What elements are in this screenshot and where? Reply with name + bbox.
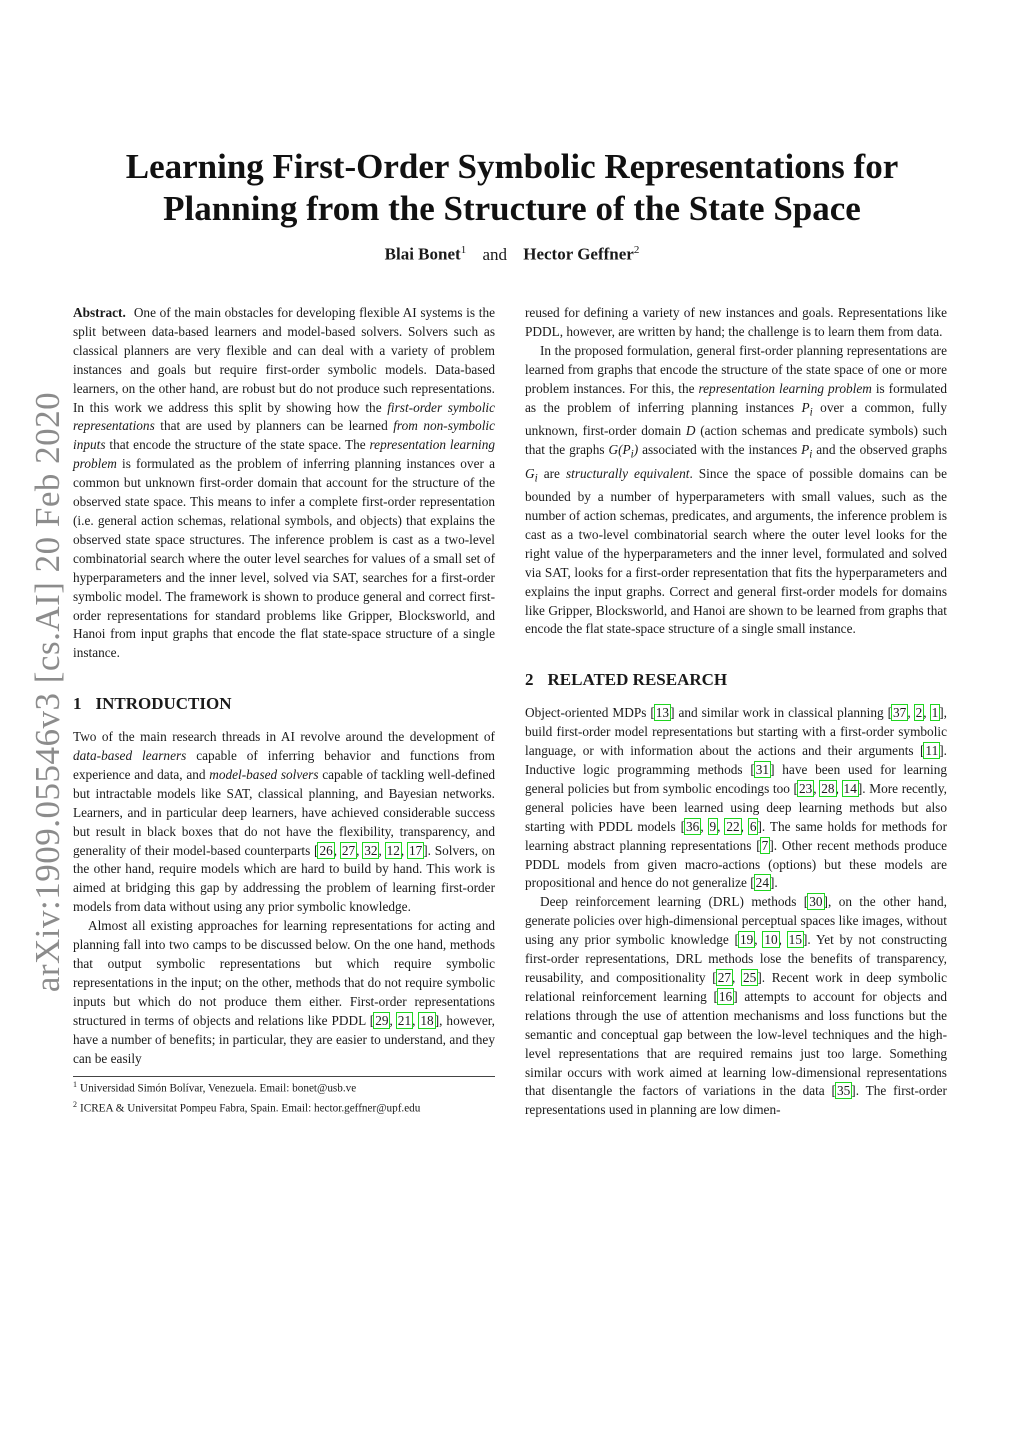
citation-link[interactable]: 29	[375, 1012, 389, 1028]
author-separator: and	[482, 244, 507, 264]
related-paragraph-1: Object-oriented MDPs [13] and similar work in classical planning [37, 2, 1], build first-order model representations but starting with a first-order symbolic language, or with information about the actions and their arguments [11]. Inductive logic programming methods [31] have been used for learning general policies but from symbolic encodings too [23, 28, 14]. More recently, general policies have been learned using deep learning methods but also starting with PDDL models [36, 9, 22, 6]. The same holds for methods for learning abstract planning representations [7]. Other recent methods produce PDDL models from given macro-actions (options) but these models are propositional and hence do not generalize [24].	[525, 705, 947, 891]
author-affiliation-mark: 1	[460, 244, 467, 256]
intro-paragraph-2: Almost all existing approaches for learning representations for acting and planning fall into two camps to be discussed below. On the one hand, methods that output symbolic representations but which require symbolic representations in the input; on the other, methods that do not require symbolic inputs but which do not produce them either. First-order representations structured in terms of objects and relations like PDDL [29, 21, 18], however, have a number of benefits; in particular, they are easier to understand, and they can be easily	[73, 918, 496, 1066]
citation-link[interactable]: 9	[709, 818, 717, 834]
citation-link[interactable]: 6	[749, 818, 757, 834]
title-line-2: Planning from the Structure of the State Space	[163, 189, 861, 228]
citation-link[interactable]: 23	[798, 780, 813, 796]
author-name: Blai Bonet	[384, 244, 461, 264]
citation-link[interactable]: 27	[717, 969, 731, 985]
citation-link[interactable]: 18	[420, 1012, 434, 1028]
citation-link[interactable]: 15	[788, 932, 802, 948]
citation-link[interactable]: 37	[893, 705, 907, 721]
author-list	[60, 244, 964, 265]
citation-link[interactable]: 26	[319, 842, 333, 858]
author-name: Hector Geffner	[523, 244, 634, 264]
citation-link[interactable]: 30	[809, 894, 823, 910]
citation-link[interactable]: 14	[843, 780, 857, 796]
citation-link[interactable]: 13	[655, 705, 670, 721]
citation-link[interactable]: 16	[718, 988, 733, 1004]
related-paragraph-2: Deep reinforcement learning (DRL) methods [30], on the other hand, generate policies over high-dimensional perceptual spaces like images, without using any prior symbolic knowledge [19, 10, 15]. Yet by not constructing first-order representations, DRL methods lose the benefits of transparency, reusability, and compositionality [27, 25]. Recent work in deep symbolic relational reinforcement learning [16] attempts to account for objects and relations through the use of attention mechanisms and loss functions but the semantic and conceptual gap between the low-level techniques and the high-level representations that are required remains just too large. Something similar occurs with work aimed at learning low-dimensional representations that disentangle the factors of variations in the data [35]. The first-order representations used in planning are low dimen-	[525, 894, 947, 1118]
intro-paragraph-4: In the proposed formulation, general first-order planning representations are learned from graphs that encode the structure of the state space of one or more problem instances. For this, the representation learning problem is formulated as the problem of inferring planning instances $P_i$ over a common, fully unknown, first-order domain D (action schemas and predicate symbols) such that the graphs $G(P_i)$ associated with the instances $P_i$ and the observed graphs $G_i$ are structurally equivalent. Since the space of possible domains can be bounded by a number of hyperparameters with small values, such as the number of action schemas, predicates, and arguments, the inference problem is cast as a two-level combinatorial search where the outer level looks for the right value of the hyperparameters and the inner level, formulated and solved via SAT, looks for a first-order representation that fits the hyperparameters and explains the input graphs. Correct and general first-order models for domains like Gripper, Blocksworld, and Hanoi are shown to be learned from graphs that encode the flat state-space structure of a single small instance.	[525, 342, 947, 637]
abstract-label: Abstract.	[73, 305, 126, 320]
citation-link[interactable]: 27	[341, 842, 356, 858]
title-line-1: Learning First-Order Symbolic Representations for	[125, 147, 899, 186]
intro-paragraph-3: reused for defining a variety of new instances and goals. Representations like PDDL, however, are written by hand; the challenge is to learn them from data.	[525, 305, 947, 339]
footnote: $^1$ Universidad Simón Bolívar, Venezuela. Email: bonet@usb.ve	[73, 1080, 357, 1096]
citation-link[interactable]: 36	[686, 818, 700, 834]
abstract: Abstract. One of the main obstacles for developing flexible AI systems is the split between data-based learners and model-based solvers. Solvers such as classical planners are very flexible and can deal with a variety of problem instances and goals but require first-order symbolic models. Data-based learners, on the other hand, are robust but do not produce such representations. In this work we address this split by showing how the first-order symbolic representations that are used by planners can be learned from non-symbolic inputs that encode the structure of the state space. The representation learning problem is formulated as the problem of inferring planning instances over a common but unknown first-order domain that account for the structure of the observed state space. This means to infer a complete first-order representation (i.e. general action schemas, relational symbols, and objects) that explains the observed state space structures. The inference problem is cast as a two-level combinatorial search where the outer level searches for values of a small set of hyperparameters and the inner level, solved via SAT, searches for a first-order symbolic model. The framework is shown to produce general and correct first-order representations for standard problems like Gripper, Blocksworld, and Hanoi from input graphs that encode the flat state-space structure of a single instance.	[73, 305, 495, 661]
citation-link[interactable]: 1	[931, 705, 939, 721]
citation-link[interactable]: 2	[915, 705, 923, 721]
citation-link[interactable]: 25	[743, 969, 757, 985]
citation-link[interactable]: 10	[764, 932, 778, 948]
citation-link[interactable]: 17	[408, 842, 423, 858]
section-heading-related-research: 2 RELATED RESEARCH	[525, 670, 728, 690]
left-column	[73, 304, 495, 1117]
citation-link[interactable]: 7	[761, 837, 769, 853]
citation-link[interactable]: 22	[726, 818, 740, 834]
citation-link[interactable]: 19	[739, 932, 754, 948]
paper-title	[60, 146, 964, 230]
intro-paragraph-1: Two of the main research threads in AI revolve around the development of data-based learners capable of inferring behavior and functions from experience and data, and model-based solvers capable of tackling well-defined but intractable models like SAT, classical planning, and Bayesian networks. Learners, and in particular deep learners, have achieved considerable success but result in black boxes that do not have the flexibility, transparency, and generality of their model-based counterparts [26, 27, 32, 12, 17]. Solvers, on the other hand, require models which are hard to build by hand. This work is aimed at bridging this gap by addressing the problem of learning first-order models from data without using any prior symbolic knowledge.	[73, 729, 495, 915]
section-heading-introduction: 1 INTRODUCTION	[73, 694, 232, 714]
footnote: $^2$ ICREA & Universitat Pompeu Fabra, Spain. Email: hector.geffner@upf.edu	[73, 1100, 421, 1115]
citation-link[interactable]: 28	[821, 780, 835, 796]
arxiv-stamp: arXiv:1909.05546v3 [cs.AI] 20 Feb 2020	[28, 391, 67, 993]
author-affiliation-mark: 2	[633, 244, 640, 256]
citation-link[interactable]: 11	[925, 743, 939, 759]
citation-link[interactable]: 21	[397, 1012, 412, 1028]
citation-link[interactable]: 32	[364, 842, 378, 858]
citation-link[interactable]: 12	[386, 842, 400, 858]
citation-link[interactable]: 24	[755, 875, 769, 891]
citation-link[interactable]: 31	[755, 762, 770, 777]
right-column	[525, 304, 947, 1120]
citation-link[interactable]: 35	[836, 1083, 851, 1099]
